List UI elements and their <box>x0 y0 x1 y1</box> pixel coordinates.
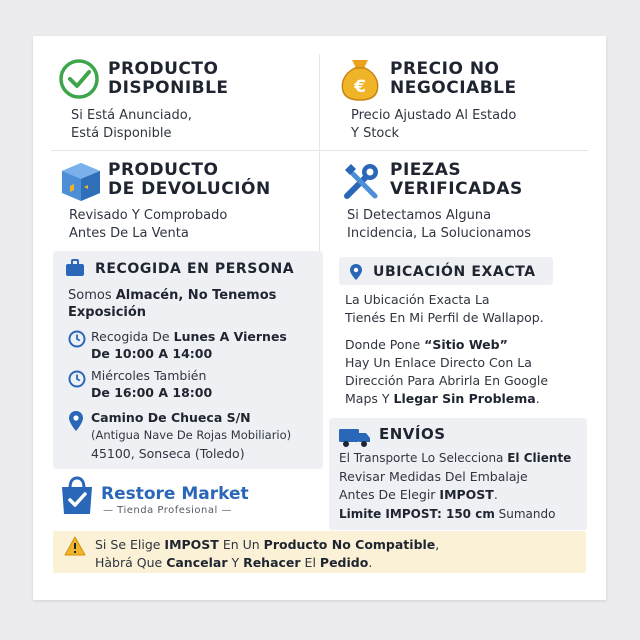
precio-title-2: NEGOCIABLE <box>390 78 517 98</box>
warning-line-1: Si Se Elige IMPOST En Un Producto No Compatible, <box>95 537 440 552</box>
location-pin-icon <box>349 263 363 285</box>
ubicacion-title: UBICACIÓN EXACTA <box>373 264 536 280</box>
schedule-wednesday-hours: De 16:00 A 18:00 <box>91 385 213 400</box>
divider-vertical <box>319 54 320 254</box>
piezas-title-2: VERIFICADAS <box>390 179 523 199</box>
recogida-intro-2: Exposición <box>68 305 147 320</box>
ubicacion-line-5: Dirección Para Abrirla En Google <box>345 373 549 388</box>
address-line-1: Camino De Chueca S/N <box>91 410 251 425</box>
schedule-weekdays-hours: De 10:00 A 14:00 <box>91 346 213 361</box>
envios-line-1: El Transporte Lo Selecciona El Cliente <box>339 451 572 465</box>
clock-icon-2 <box>68 370 86 392</box>
devolucion-line-2: Antes De La Venta <box>69 226 189 241</box>
check-circle-icon <box>58 58 100 104</box>
warning-triangle-icon <box>64 536 86 560</box>
info-card <box>33 36 606 600</box>
address-line-3: 45100, Sonseca (Toledo) <box>91 446 245 461</box>
envios-line-3: Antes De Elegir IMPOST. <box>339 487 498 502</box>
ubicacion-line-1: La Ubicación Exacta La <box>345 292 490 307</box>
divider-horizontal <box>51 150 588 151</box>
schedule-wednesday: Miércoles También <box>91 368 207 383</box>
precio-line-1: Precio Ajustado Al Estado <box>351 108 517 123</box>
precio-title-1: PRECIO NO <box>390 59 500 79</box>
brand-name: Restore Market <box>101 484 249 504</box>
briefcase-icon <box>65 259 85 281</box>
devolucion-title-2: DE DEVOLUCIÓN <box>108 179 271 199</box>
schedule-weekdays: Recogida De Lunes A Viernes <box>91 329 287 344</box>
ubicacion-line-3: Donde Pone “Sitio Web” <box>345 337 508 352</box>
box-icon <box>58 160 104 208</box>
svg-text:€: € <box>354 77 366 97</box>
disponible-title-2: DISPONIBLE <box>108 78 229 98</box>
ubicacion-line-6: Maps Y Llegar Sin Problema. <box>345 391 540 406</box>
precio-line-2: Y Stock <box>351 126 400 141</box>
recogida-title: RECOGIDA EN PERSONA <box>95 261 295 277</box>
warning-line-2: Hàbrá Que Cancelar Y Rehacer El Pedido. <box>95 555 373 570</box>
devolucion-title-1: PRODUCTO <box>108 160 219 180</box>
devolucion-line-1: Revisado Y Comprobado <box>69 208 228 223</box>
disponible-title-1: PRODUCTO <box>108 59 219 79</box>
envios-title: ENVÍOS <box>379 425 446 443</box>
truck-icon <box>338 426 372 452</box>
tools-icon <box>339 160 383 208</box>
envios-line-2: Revisar Medidas Del Embalaje <box>339 469 528 484</box>
address-line-2: (Antigua Nave De Rojas Mobiliario) <box>91 428 292 442</box>
shopping-bag-logo-icon <box>59 476 95 520</box>
piezas-line-2: Incidencia, La Solucionamos <box>347 226 532 241</box>
clock-icon <box>68 330 86 352</box>
disponible-line-1: Si Está Anunciado, <box>71 108 192 123</box>
envios-line-4: Limite IMPOST: 150 cm Sumando <box>339 507 556 521</box>
piezas-title-1: PIEZAS <box>390 160 462 180</box>
disponible-line-2: Está Disponible <box>71 126 172 141</box>
map-pin-icon <box>68 410 84 436</box>
recogida-intro: Somos Almacén, No Tenemos <box>68 288 277 303</box>
brand-subtitle: — Tienda Profesional — <box>103 505 232 516</box>
ubicacion-line-2: Tienés En Mi Perfil de Wallapop. <box>345 310 544 325</box>
euro-moneybag-icon <box>337 54 383 106</box>
piezas-line-1: Si Detectamos Alguna <box>347 208 492 223</box>
ubicacion-line-4: Hay Un Enlace Directo Con La <box>345 355 532 370</box>
